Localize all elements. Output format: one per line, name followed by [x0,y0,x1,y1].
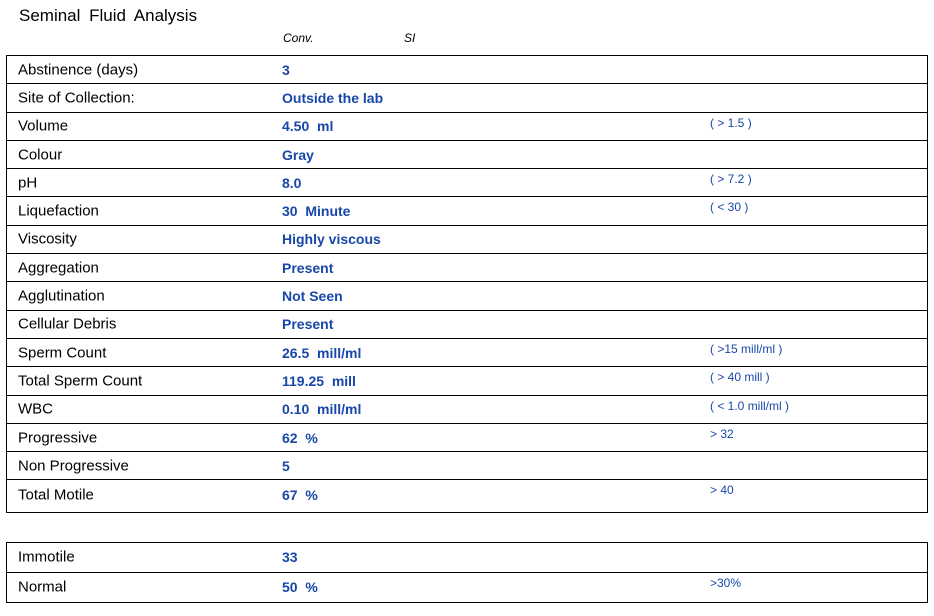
table-row [7,480,927,510]
table-row [7,113,927,141]
row-value: 0.10 mill/ml [282,401,362,418]
results-table [6,55,928,513]
table-row [7,141,927,169]
row-label: Aggregation [18,259,99,277]
row-value: 30 Minute [282,203,351,220]
report-title: Seminal Fluid Analysis [19,6,198,25]
row-value: Highly viscous [282,231,381,248]
reference-range: >30% [710,575,742,590]
table-row [7,169,927,197]
row-value: 26.5 mill/ml [282,344,362,361]
row-label: Colour [18,146,63,164]
row-value: 33 [282,549,298,566]
table-row [7,254,927,282]
row-value: 50 % [282,579,318,596]
row-value: 67 % [282,487,318,504]
row-label: Normal [18,578,67,596]
row-label: Total Sperm Count [18,372,143,390]
row-value: Gray [282,146,314,163]
row-value: 3 [282,61,290,78]
row-value: Present [282,259,334,276]
reference-range: ( > 40 mill ) [710,370,770,385]
table-row [7,282,927,310]
row-label: Abstinence (days) [18,61,139,79]
table-row [7,396,927,424]
row-label: Progressive [18,429,98,446]
row-value: 5 [282,457,290,474]
row-label: Sperm Count [18,344,107,362]
morphology-table [6,542,928,603]
reference-range: > 40 [710,483,734,498]
row-label: Volume [18,117,69,135]
row-value: Outside the lab [282,89,384,106]
row-value: 62 % [282,429,318,446]
table-row [7,56,927,84]
reference-range: ( < 1.0 mill/ml ) [710,398,790,413]
row-label: Cellular Debris [18,315,117,333]
row-label: Non Progressive [18,457,129,475]
row-value: Present [282,316,334,333]
row-label: Viscosity [18,230,77,248]
column-header-conv: Conv. [283,31,314,45]
row-value: 4.50 ml [282,118,334,135]
table-row [7,424,927,452]
reference-range: ( > 1.5 ) [710,115,752,130]
table-row [7,311,927,339]
row-value: Not Seen [282,288,343,305]
reference-range: ( >15 mill/ml ) [710,341,783,356]
row-value: 119.25 mill [282,372,356,389]
row-label: Agglutination [18,287,105,305]
table-row [7,367,927,395]
table-row [7,339,927,367]
row-label: pH [18,174,38,192]
row-label: Liquefaction [18,202,99,220]
row-value: 8.0 [282,174,302,191]
reference-range: > 32 [710,426,734,441]
table-row [7,226,927,254]
table-row [7,84,927,112]
table-row [7,452,927,480]
row-label: Immotile [18,548,75,566]
table-row [7,197,927,225]
table-row [7,573,927,603]
reference-range: ( < 30 ) [710,200,749,215]
table-row [7,543,927,573]
row-label: WBC [18,400,53,418]
row-label: Site of Collection: [18,89,135,107]
row-label: Total Motile [18,486,94,504]
column-header-si: SI [404,31,416,45]
reference-range: ( > 7.2 ) [710,172,752,187]
